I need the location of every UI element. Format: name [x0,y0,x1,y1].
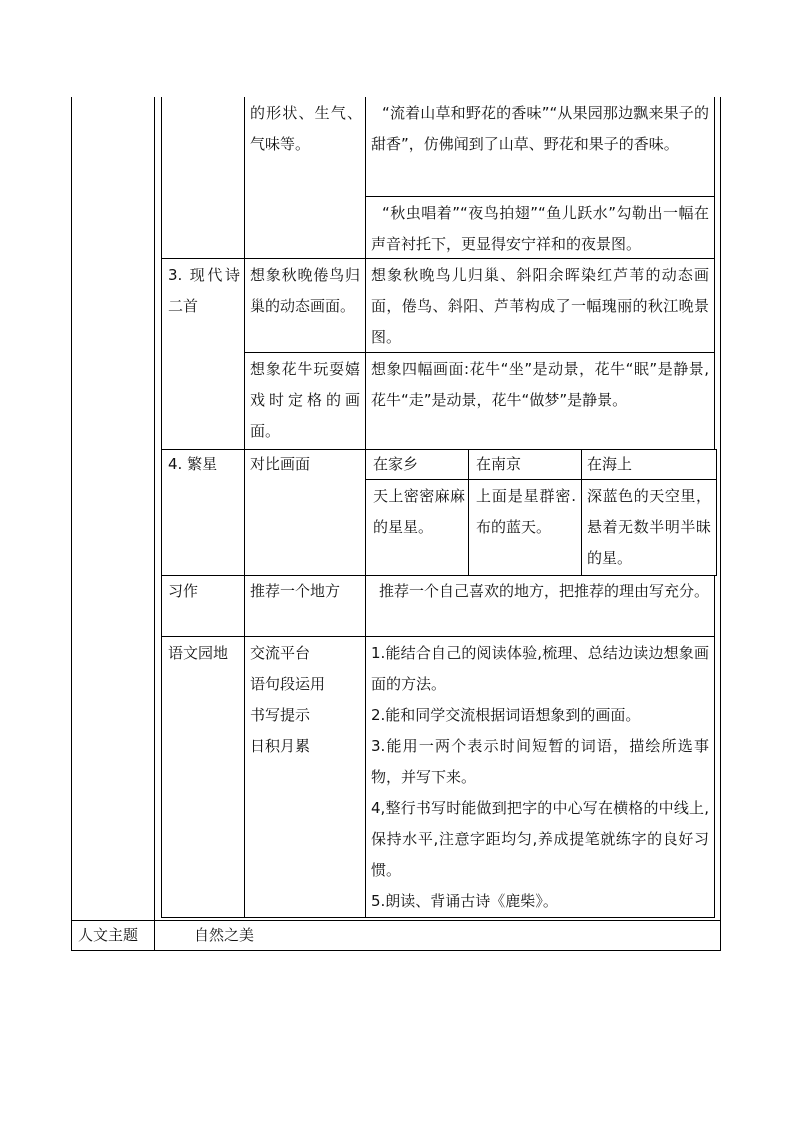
table-border [468,449,469,575]
table-border [714,97,715,449]
list-item: 1.能结合自己的阅读体验,梳理、总结边读边想象画面的方法。 [371,644,709,693]
table-border [365,196,715,197]
table-border [161,636,715,637]
table-border [71,920,721,921]
lesson-cell [168,576,240,607]
compare-value-sea [587,481,711,574]
detail-cell [371,576,709,607]
list-item: 语句段运用 [250,675,326,693]
cell-text: 的形状、生气、气味等。 [250,104,362,153]
detail-cell [371,98,709,160]
cell-text: 人文主题 [78,926,139,944]
list-item: 3.能用一两个表示时间短暂的词语，描绘所选事物，并写下来。 [371,737,709,786]
cell-text: 想象秋晚鸟儿归巢、斜阳余晖染红芦苇的动态画面，倦鸟、斜阳、芦苇构成了一幅瑰丽的秋江晚景图。 [371,266,709,346]
theme-value [194,920,394,950]
table-border [581,449,582,575]
list-item: 4,整行书写时能做到把字的中心写在横格的中线上,保持水平,注意字距均匀,养成提笔就练字的良好习惯。 [371,799,709,879]
cell-text: 对比画面 [250,455,311,473]
detail-cell [371,354,709,416]
compare-value-nanjing [476,481,576,543]
cell-text: 在海上 [587,455,633,473]
cell-text: 上面是星群密.布的蓝天。 [476,487,576,536]
list-item: 5.朗读、背诵古诗《鹿柴》。 [371,892,558,910]
table-border [154,97,155,951]
cell-text: 想象花牛玩耍嬉戏时定格的画面。 [250,360,360,440]
compare-header-hometown [373,449,465,480]
cell-text: 3. 现代诗二首 [168,266,240,315]
cell-text: 习作 [168,582,199,600]
cell-text: 天上密密麻麻的星星。 [373,487,465,536]
table-border [244,97,245,917]
cell-text: 语文园地 [168,644,229,662]
table-border [161,97,162,917]
compare-value-hometown [373,481,465,543]
theme-label [78,920,154,950]
compare-header-sea [587,449,711,480]
lesson-cell [168,638,244,669]
cell-text: 自然之美 [194,926,255,944]
list-item: 交流平台 [250,644,311,662]
lesson-cell [168,260,240,322]
cell-text: “流着山草和野花的香味”“从果园那边飘来果子的甜香”，仿佛闻到了山草、野花和果子的香味。 [371,104,709,153]
table-border [365,97,366,917]
table-border [71,97,72,951]
list-item: 书写提示 [250,706,311,724]
table-border [714,575,715,917]
list-item: 日积月累 [250,737,311,755]
list-item: 2.能和同学交流根据词语想象到的画面。 [371,706,641,724]
detail-cell [371,198,709,260]
cell-text: 推荐一个地方 [250,582,341,600]
cell-text: 想象四幅画面:花牛“坐”是动景，花牛“眠”是静景,花牛“走”是动景，花牛“做梦”是静景。 [371,360,709,409]
table-border [161,917,715,918]
cell-text: 在家乡 [373,455,419,473]
table-border [71,950,721,951]
focus-cell [250,354,360,447]
focus-cell [250,449,360,480]
cell-text: 推荐一个自己喜欢的地方，把推荐的理由写充分。 [379,582,710,600]
cell-text: 在南京 [476,455,522,473]
focus-cell [250,98,362,160]
table-border [716,449,717,575]
focus-cell [250,576,360,607]
cell-text: 4. 繁星 [168,455,218,473]
cell-text: 深蓝色的天空里，悬着无数半明半昧的星。 [587,487,711,567]
compare-header-nanjing [476,449,576,480]
table-border [720,97,721,951]
cell-text: 想象秋晚倦鸟归巢的动态画面。 [250,266,360,315]
detail-cell [371,638,709,917]
lesson-cell [168,449,240,480]
detail-cell [371,260,709,353]
focus-cell [250,638,360,762]
cell-text: “秋虫唱着”“夜鸟拍翅”“鱼儿跃水”勾勒出一幅在声音衬托下，更显得安宁祥和的夜景图。 [371,204,709,253]
focus-cell [250,260,360,322]
